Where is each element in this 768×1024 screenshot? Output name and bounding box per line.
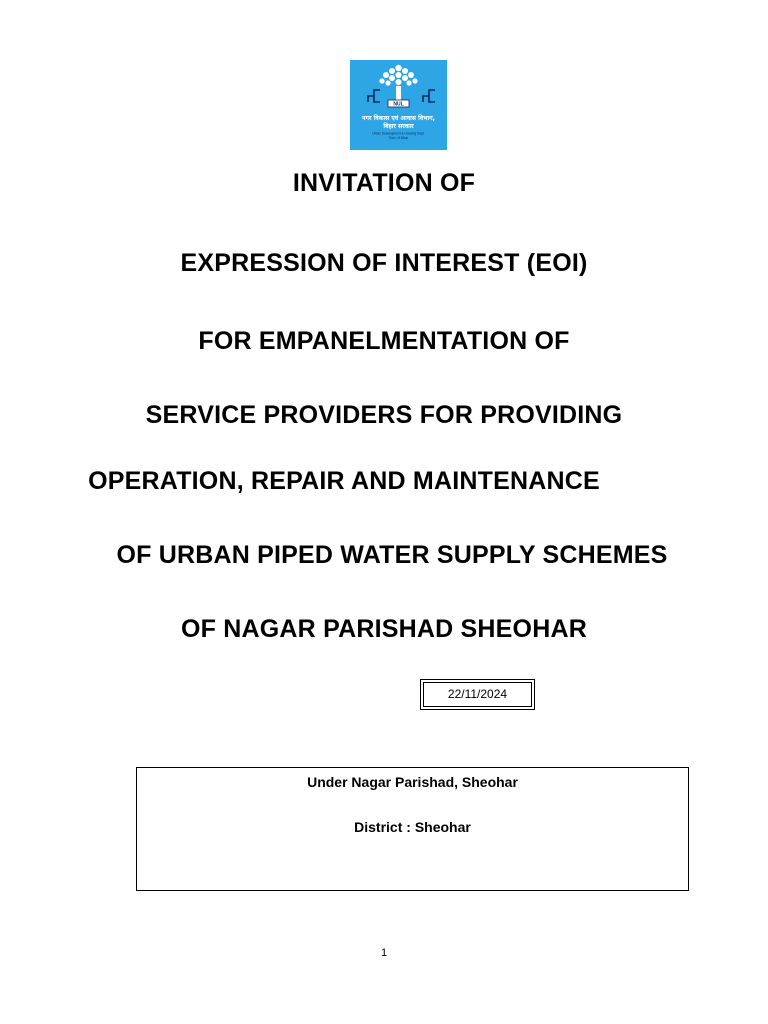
title-line-3: FOR EMPANELMENTATION OF — [198, 327, 570, 355]
logo-english-line-1: Urban Development & Housing Dept. — [372, 131, 425, 136]
title-line-2: EXPRESSION OF INTEREST (EOI) — [180, 249, 588, 277]
title-line-1: INVITATION OF — [292, 169, 476, 197]
info-line-district: District : Sheohar — [354, 819, 471, 835]
logo-hindi-line-2: बिहार सरकार — [383, 123, 414, 130]
info-box — [136, 767, 689, 891]
department-logo — [350, 60, 447, 150]
title-line-5: OPERATION, REPAIR AND MAINTENANCE — [88, 467, 600, 495]
logo-hindi-line-1: नगर विकास एवं आवास विभाग, — [362, 115, 435, 122]
title-line-6: OF URBAN PIPED WATER SUPPLY SCHEMES — [116, 541, 668, 569]
title-line-4: SERVICE PROVIDERS FOR PROVIDING — [145, 401, 623, 429]
logo-english-line-2: Govt. of Bihar — [388, 136, 409, 140]
info-line-authority: Under Nagar Parishad, Sheohar — [307, 774, 518, 790]
page-number: 1 — [380, 947, 388, 959]
logo-emblem-text: NUL — [393, 101, 404, 108]
date-text: 22/11/2024 — [423, 682, 532, 707]
title-line-7: OF NAGAR PARISHAD SHEOHAR — [181, 615, 587, 643]
date-box — [420, 679, 535, 710]
